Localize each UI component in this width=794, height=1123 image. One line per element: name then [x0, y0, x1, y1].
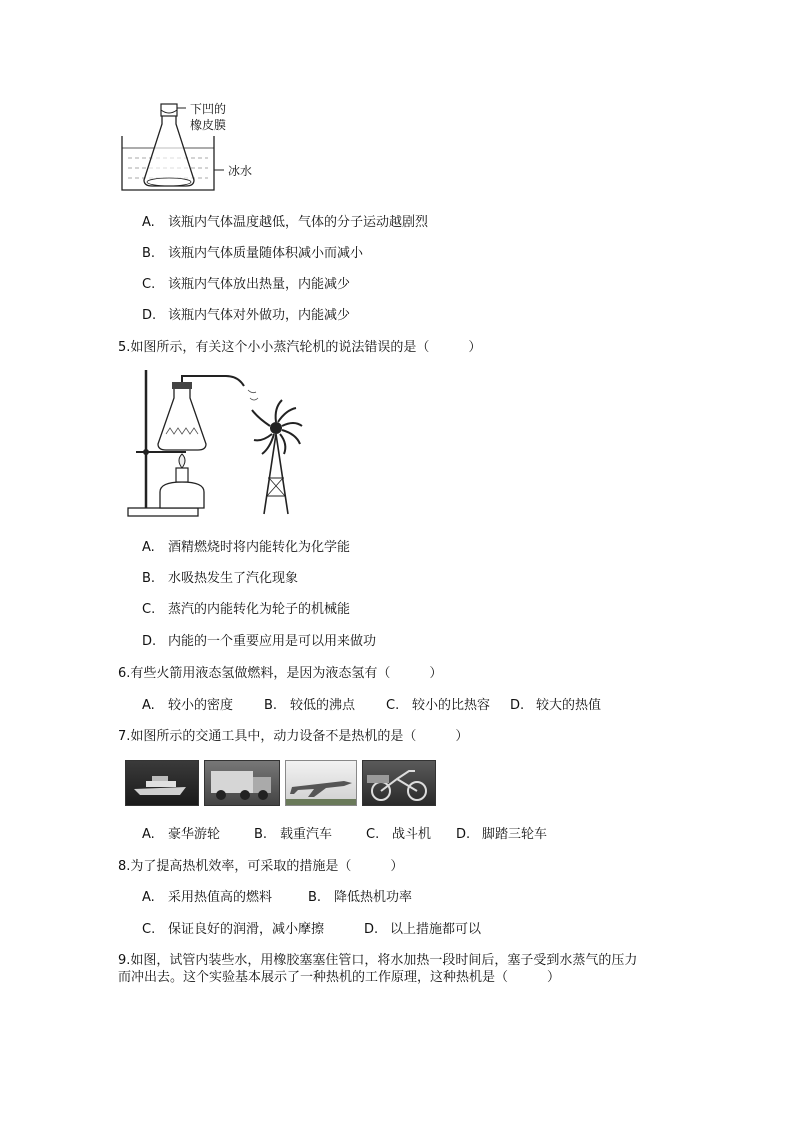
- q6-option-d[interactable]: D. 较大的热值: [510, 698, 602, 713]
- q6-option-a[interactable]: A. 较小的密度: [142, 698, 234, 713]
- q8-option-d[interactable]: D. 以上措施都可以: [364, 922, 482, 937]
- q7-option-c[interactable]: C. 战斗机: [366, 827, 432, 842]
- q8-stem: 8.为了提高热机效率，可采取的措施是（ ）: [118, 859, 404, 874]
- steam-turbine-drawing: [126, 368, 316, 520]
- membrane-label-bottom: 橡皮膜: [190, 118, 227, 132]
- truck-photo: [204, 760, 280, 806]
- q6-stem: 6.有些火箭用液态氢做燃料，是因为液态氢有（ ）: [118, 666, 443, 681]
- fighter-jet-photo: [285, 760, 357, 806]
- q4-option-a[interactable]: A. 该瓶内气体温度越低，气体的分子运动越剧烈: [142, 215, 429, 230]
- q9-stem-line-1: 9.如图，试管内装些水，用橡胶塞塞住管口，将水加热一段时间后，塞子受到水蒸气的压力: [118, 953, 638, 968]
- q6-option-c[interactable]: C. 较小的比热容: [386, 698, 491, 713]
- figure-flask-ice-water: [118, 98, 268, 194]
- fighter-jet-icon: [286, 761, 356, 805]
- q8-option-c[interactable]: C. 保证良好的润滑，减小摩擦: [142, 922, 325, 937]
- q5-option-a[interactable]: A. 酒精燃烧时将内能转化为化学能: [142, 540, 351, 555]
- tricycle-icon: [363, 761, 435, 805]
- q4-option-c[interactable]: C. 该瓶内气体放出热量，内能减少: [142, 277, 351, 292]
- truck-icon: [205, 761, 279, 805]
- q7-stem: 7.如图所示的交通工具中，动力设备不是热机的是（ ）: [118, 729, 469, 744]
- q8-option-a[interactable]: A. 采用热值高的燃料: [142, 890, 273, 905]
- q8-option-b[interactable]: B. 降低热机功率: [308, 890, 413, 905]
- q4-option-d[interactable]: D. 该瓶内气体对外做功，内能减少: [142, 308, 351, 323]
- q6-option-b[interactable]: B. 较低的沸点: [264, 698, 356, 713]
- q5-option-b[interactable]: B. 水吸热发生了汽化现象: [142, 571, 299, 586]
- q7-option-d[interactable]: D. 脚踏三轮车: [456, 827, 548, 842]
- q5-option-d[interactable]: D. 内能的一个重要应用是可以用来做功: [142, 634, 377, 649]
- q7-option-a[interactable]: A. 豪华游轮: [142, 827, 221, 842]
- figure-steam-turbine: [126, 368, 316, 520]
- ice-water-label: 冰水: [228, 164, 253, 178]
- cruise-ship-photo: [125, 760, 199, 806]
- q9-stem-line-2: 而冲出去。这个实验基本展示了一种热机的工作原理，这种热机是（ ）: [118, 970, 561, 985]
- q7-option-b[interactable]: B. 载重汽车: [254, 827, 333, 842]
- tricycle-photo: [362, 760, 436, 806]
- q5-stem: 5.如图所示，有关这个小小蒸汽轮机的说法错误的是（ ）: [118, 340, 482, 355]
- membrane-label-top: 下凹的: [190, 102, 227, 116]
- cruise-ship-icon: [126, 761, 198, 805]
- q5-option-c[interactable]: C. 蒸汽的内能转化为轮子的机械能: [142, 602, 351, 617]
- q4-option-b[interactable]: B. 该瓶内气体质量随体积减小而减小: [142, 246, 364, 261]
